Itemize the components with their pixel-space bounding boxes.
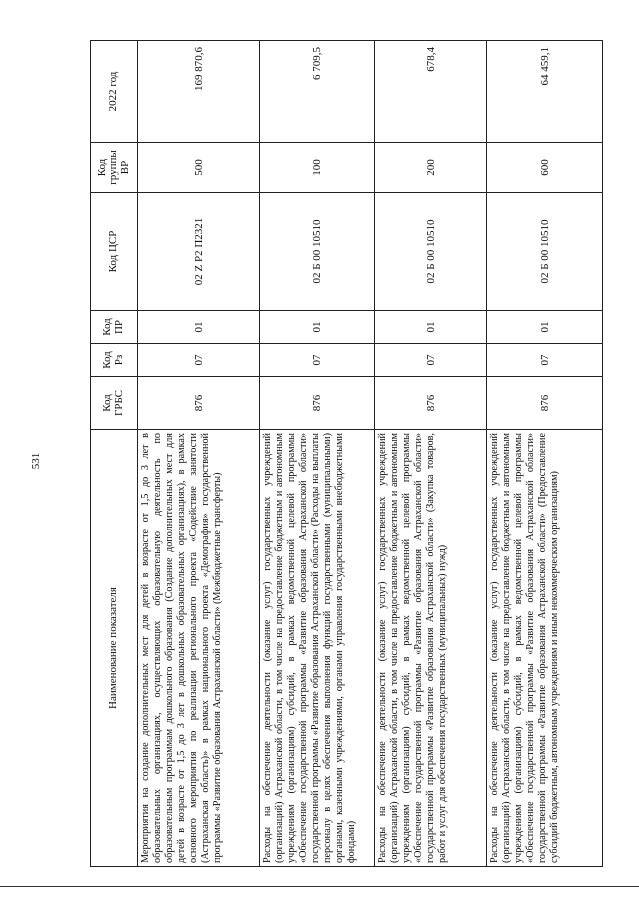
row-pr: 01: [487, 311, 603, 344]
row-csr: 02 Б 00 10510: [260, 193, 375, 311]
row-amount: 6 709,5: [260, 41, 375, 143]
row-name: Расходы на обеспечение деятельности (оказание услуг) государственных учреждений (организаций) Астраханской области, в том числе на предоставление бюджетным и автономным учреждениям (организациям) субсидий, в рамках ведомственной целевой программы «Обеспечение государственной программы «Развитие образования Астраханской области» государственной программы «Развитие образования Астраханской области» (Расходы на выплаты персоналу в целях обеспечения выполнения функций государственными (муниципальными) органами, казенными учреждениями, органами управления государственными внебюджетными фондами): [260, 430, 375, 867]
row-csr: 02 Б 00 10510: [375, 193, 487, 311]
row-rz: 07: [375, 344, 487, 377]
bottom-divider: [0, 886, 639, 887]
row-vr: 500: [138, 143, 260, 193]
row-csr: 02 Z P2 П2321: [138, 193, 260, 311]
row-grbs: 876: [375, 377, 487, 430]
row-pr: 01: [260, 311, 375, 344]
row-vr: 200: [375, 143, 487, 193]
row-amount: 64 459,1: [487, 41, 603, 143]
row-csr: 02 Б 00 10510: [487, 193, 603, 311]
row-pr: 01: [138, 311, 260, 344]
row-grbs: 876: [260, 377, 375, 430]
row-rz: 07: [487, 344, 603, 377]
table-row: [375, 41, 487, 867]
row-amount: 678,4: [375, 41, 487, 143]
row-grbs: 876: [487, 377, 603, 430]
rotated-table-wrapper: [90, 41, 602, 867]
row-rz: 07: [138, 344, 260, 377]
row-vr: 100: [260, 143, 375, 193]
col-header-pr: Код ПР: [91, 311, 138, 344]
row-pr: 01: [375, 311, 487, 344]
col-header-rz: Код Рз: [91, 344, 138, 377]
table-row: [487, 41, 603, 867]
row-name: Расходы на обеспечение деятельности (оказание услуг) государственных учреждений (организаций) Астраханской области, в том числе на предоставление бюджетным и автономным учреждениям (организациям) субсидий, в рамках ведомственной целевой программы «Обеспечение государственной программы «Развитие образования Астраханской области» государственной программы «Развитие образования Астраханской области» (Предоставление субсидий бюджетным, автономным учреждениям и иным некоммерческим организациям): [487, 430, 603, 867]
col-header-vr: Код группы ВР: [91, 143, 138, 193]
row-name: Мероприятия на создание дополнительных мест для детей в возрасте от 1,5 до 3 лет в образовательных организациях, осуществляющих образовательную деятельность по образовательным программам дошкольного образования (Создание дополнительных мест для детей в возрасте от 1,5 до 3 лет в дошкольных образовательных организациях), в рамках основного мероприятия по реализации регионального проекта «Содействие занятости (Астраханская область)» в рамках национального проекта «Демография» государственной программы «Развитие образования Астраханской области» (Межбюджетные трансферты): [138, 430, 260, 867]
row-grbs: 876: [138, 377, 260, 430]
table-row: [138, 41, 260, 867]
col-header-year: 2022 год: [91, 41, 138, 143]
col-header-name: Наименование показателя: [91, 430, 138, 867]
table-row: [260, 41, 375, 867]
table-header: [91, 41, 138, 867]
page-number: 531: [30, 452, 42, 470]
row-name: Расходы на обеспечение деятельности (оказание услуг) государственных учреждений (организаций) Астраханской области, в том числе на предоставление бюджетным и автономным учреждениям (организациям) субсидий, в рамках ведомственной целевой программы «Обеспечение государственной программы «Развитие образования Астраханской области» государственной программы «Развитие образования Астраханской области» (Закупка товаров, работ и услуг для обеспечения государственных (муниципальных) нужд): [375, 430, 487, 867]
budget-table: [90, 40, 603, 867]
row-rz: 07: [260, 344, 375, 377]
row-vr: 600: [487, 143, 603, 193]
col-header-grbs: Код ГРБС: [91, 377, 138, 430]
row-amount: 169 870,6: [138, 41, 260, 143]
col-header-csr: Код ЦСР: [91, 193, 138, 311]
